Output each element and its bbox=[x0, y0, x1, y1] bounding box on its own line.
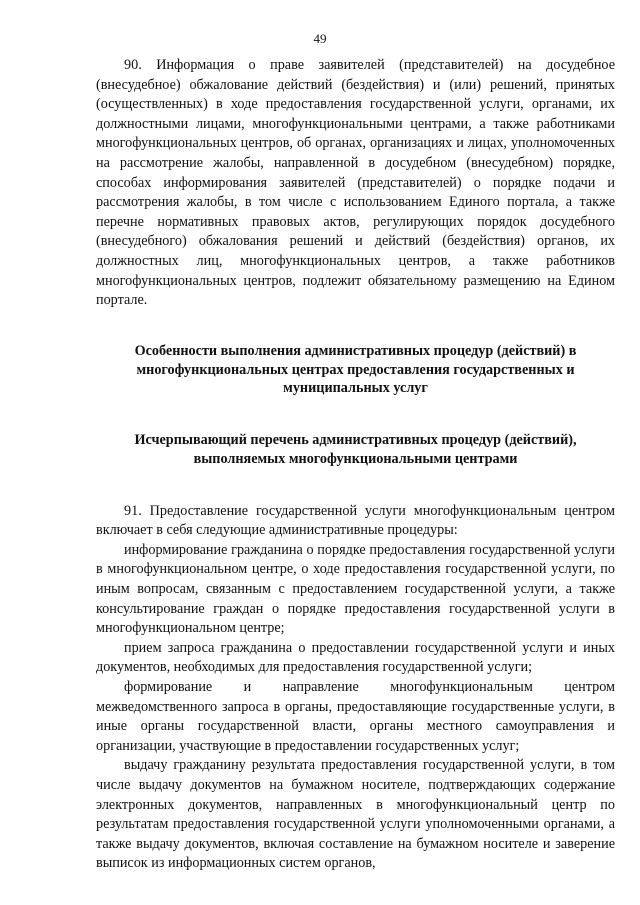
subsection-heading: Исчерпывающий перечень административных процедур (действий), выполняемых многофункциональными центрами bbox=[134, 432, 577, 467]
procedure-item-result-issuance: выдачу гражданину результата предоставления государственной услуги, в том числе выдачу документов на бумажном носителе, подтверждающих содержание электронных документов, направленных в многофункциональный центр по результатам предоставления государственной услуги уполномоченными органами, а также выдачу документов, включая составление на бумажном носителе и заверение выписок из информационных систем органов, bbox=[96, 757, 615, 872]
page-body bbox=[96, 56, 615, 874]
paragraph-item-91-intro: 91. Предоставление государственной услуги многофункциональным центром включает в себя следующие административные процедуры: bbox=[96, 502, 615, 539]
procedure-item-request-intake: прием запроса гражданина о предоставлении государственной услуги и иных документов, необходимых для предоставления государственной услуги; bbox=[96, 639, 615, 676]
paragraph-item-90: 90. Информация о праве заявителей (представителей) на досудебное (внесудебное) обжалование действий (бездействия) и (или) решений, принятых (осуществленных) в ходе предоставления государственной услуги, органами, их должностными лицами, многофункциональными центрами, а также работниками многофункциональных центров, об органах, организациях и лицах, уполномоченных на рассмотрение жалобы, направленной в досудебном (внесудебном) порядке, способах информирования заявителей (представителей) о порядке подачи и рассмотрения жалобы, в том числе с использованием Единого портала, а также перечне нормативных правовых актов, регулирующих порядок досудебного (внесудебного) обжалования решений и действий (бездействия) органов, их должностных лиц, многофункциональных центров, а также работников многофункциональных центров, подлежит обязательному размещению на Едином портале. bbox=[96, 57, 615, 309]
procedure-item-interagency-request: формирование и направление многофункциональным центром межведомственного запроса в органы, предоставляющие государственные услуги, в иные органы государственной власти, органы местного самоуправления и организации, участвующие в предоставлении государственных услуг; bbox=[96, 679, 615, 754]
section-heading: Особенности выполнения административных процедур (действий) в многофункциональных центрах предоставления государственных и муниципальных услуг bbox=[134, 342, 577, 397]
page-number: 49 bbox=[313, 31, 327, 46]
procedure-item-informing: информирование гражданина о порядке предоставления государственной услуги в многофункциональном центре, о ходе предоставления государственной услуги, по иным вопросам, связанным с предоставлением государственной услуги, а также консультирование граждан о порядке предоставления государственной услуги в многофункциональном центре; bbox=[96, 541, 615, 637]
